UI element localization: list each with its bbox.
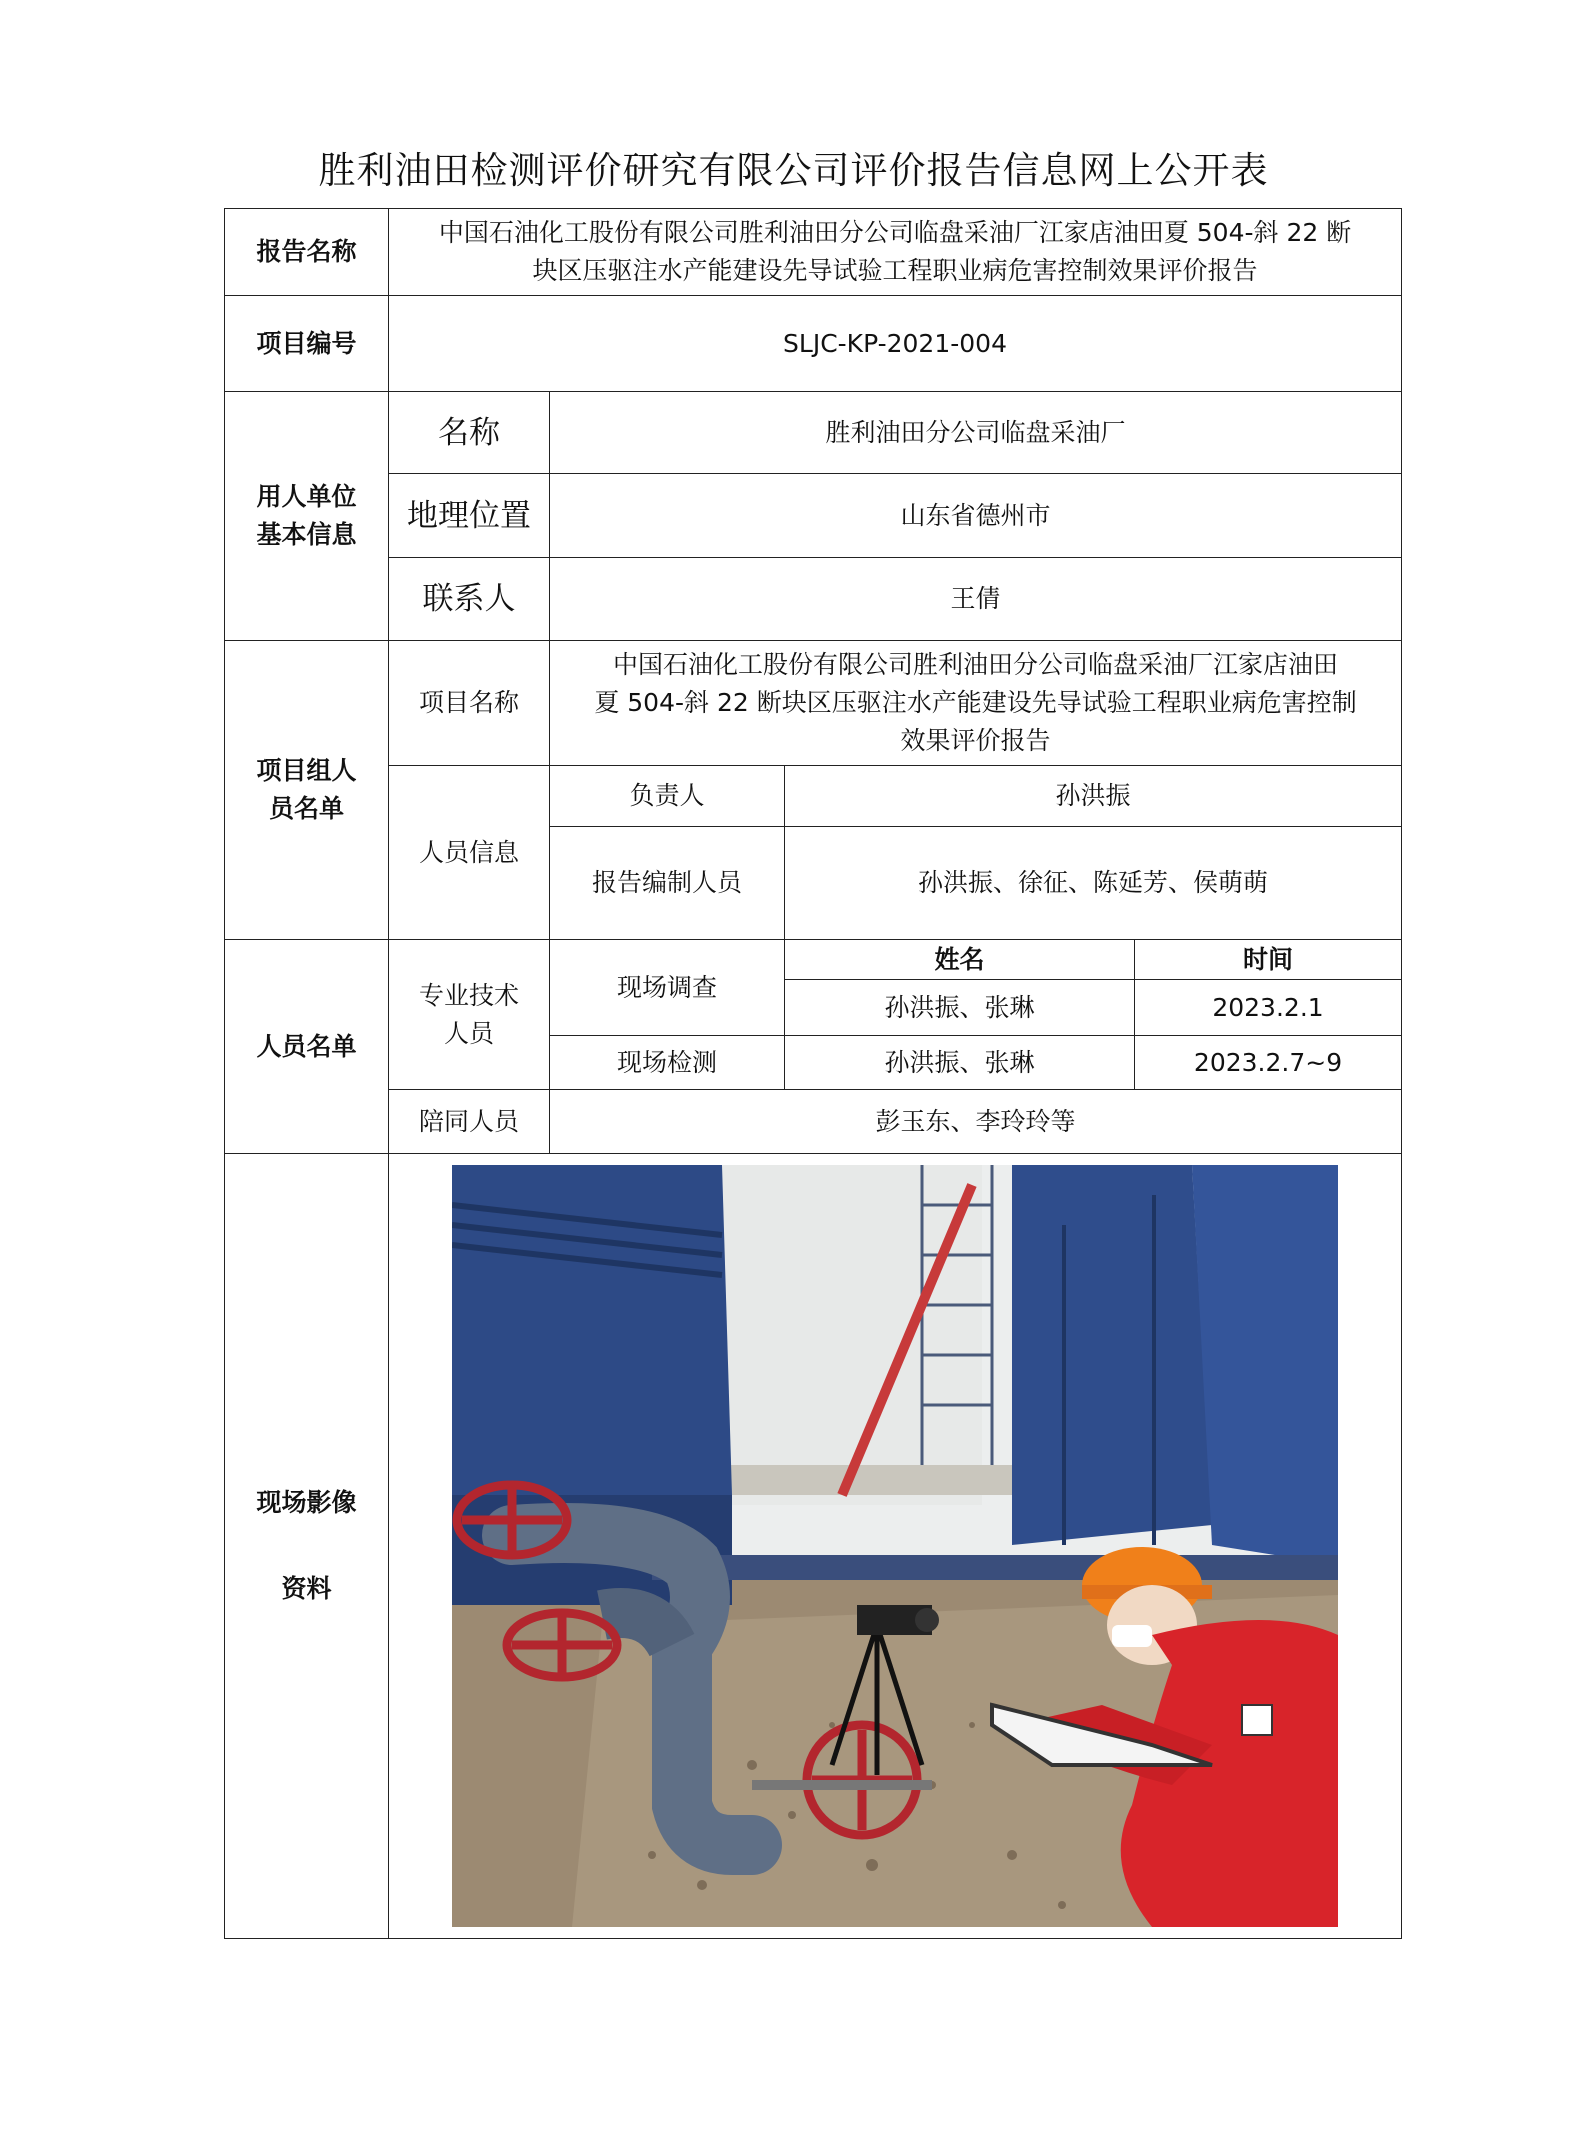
col-name-header: 姓名 [785, 940, 1135, 980]
project-number-row [225, 296, 1402, 392]
employer-location-value: 山东省德州市 [550, 474, 1402, 558]
tech-staff-label [389, 940, 550, 1090]
testing-label: 现场检测 [550, 1036, 785, 1090]
project-name-value [550, 641, 1402, 766]
project-name-row [225, 641, 1402, 766]
employer-label-line1: 用人单位 [256, 482, 357, 511]
accompany-label: 陪同人员 [389, 1090, 550, 1154]
project-name-label: 项目名称 [389, 641, 550, 766]
site-photo-label-line2: 资料 [281, 1574, 332, 1603]
site-photo-label-line1: 现场影像 [256, 1488, 357, 1517]
employer-name-value: 胜利油田分公司临盘采油厂 [550, 392, 1402, 474]
page-title: 胜利油田检测评价研究有限公司评价报告信息网上公开表 [318, 149, 1269, 192]
info-table [224, 208, 1402, 1939]
project-name-line2: 夏 504-斜 22 断块区压驱注水产能建设先导试验工程职业病危害控制 [594, 688, 1357, 717]
employer-label [225, 392, 389, 641]
employer-location-row [225, 474, 1402, 558]
project-name-line1: 中国石油化工股份有限公司胜利油田分公司临盘采油厂江家店油田 [613, 650, 1339, 679]
project-team-label [225, 641, 389, 940]
employer-contact-row [225, 558, 1402, 641]
employer-location-label: 地理位置 [389, 474, 550, 558]
compilers-label: 报告编制人员 [550, 827, 785, 940]
testing-time: 2023.2.7~9 [1135, 1036, 1402, 1090]
report-name-line2: 块区压驱注水产能建设先导试验工程职业病危害控制效果评价报告 [532, 256, 1258, 285]
col-time-header: 时间 [1135, 940, 1402, 980]
report-name-value [389, 209, 1402, 296]
employer-label-line2: 基本信息 [256, 520, 357, 549]
project-team-label-line2: 员名单 [268, 794, 344, 823]
staff-header-row [225, 940, 1402, 980]
site-photo-label [225, 1154, 389, 1939]
site-photo-image [452, 1165, 1338, 1927]
tech-staff-label-line1: 专业技术 [418, 980, 519, 1010]
site-photo [452, 1165, 1338, 1927]
accompany-row [225, 1090, 1402, 1154]
leader-row [225, 766, 1402, 827]
project-name-line3: 效果评价报告 [900, 726, 1051, 755]
employer-contact-label: 联系人 [389, 558, 550, 641]
project-number-value: SLJC-KP-2021-004 [389, 296, 1402, 392]
survey-label: 现场调查 [550, 940, 785, 1036]
report-name-row [225, 209, 1402, 296]
survey-names: 孙洪振、张琳 [785, 980, 1135, 1036]
site-photo-row [225, 1154, 1402, 1939]
leader-label: 负责人 [550, 766, 785, 827]
tech-staff-label-line2: 人员 [443, 1018, 494, 1048]
site-photo-cell [389, 1154, 1402, 1939]
employer-contact-value: 王倩 [550, 558, 1402, 641]
staff-label: 人员名单 [225, 940, 389, 1154]
report-name-label: 报告名称 [225, 209, 389, 296]
employer-name-label: 名称 [389, 392, 550, 474]
project-team-label-line1: 项目组人 [256, 756, 357, 785]
leader-value: 孙洪振 [785, 766, 1402, 827]
personnel-label: 人员信息 [389, 766, 550, 940]
testing-names: 孙洪振、张琳 [785, 1036, 1135, 1090]
project-number-label: 项目编号 [225, 296, 389, 392]
report-name-line1: 中国石油化工股份有限公司胜利油田分公司临盘采油厂江家店油田夏 504-斜 22 断 [438, 218, 1352, 247]
compilers-value: 孙洪振、徐征、陈延芳、侯萌萌 [785, 827, 1402, 940]
survey-time: 2023.2.1 [1135, 980, 1402, 1036]
accompany-value: 彭玉东、李玲玲等 [550, 1090, 1402, 1154]
employer-name-row [225, 392, 1402, 474]
